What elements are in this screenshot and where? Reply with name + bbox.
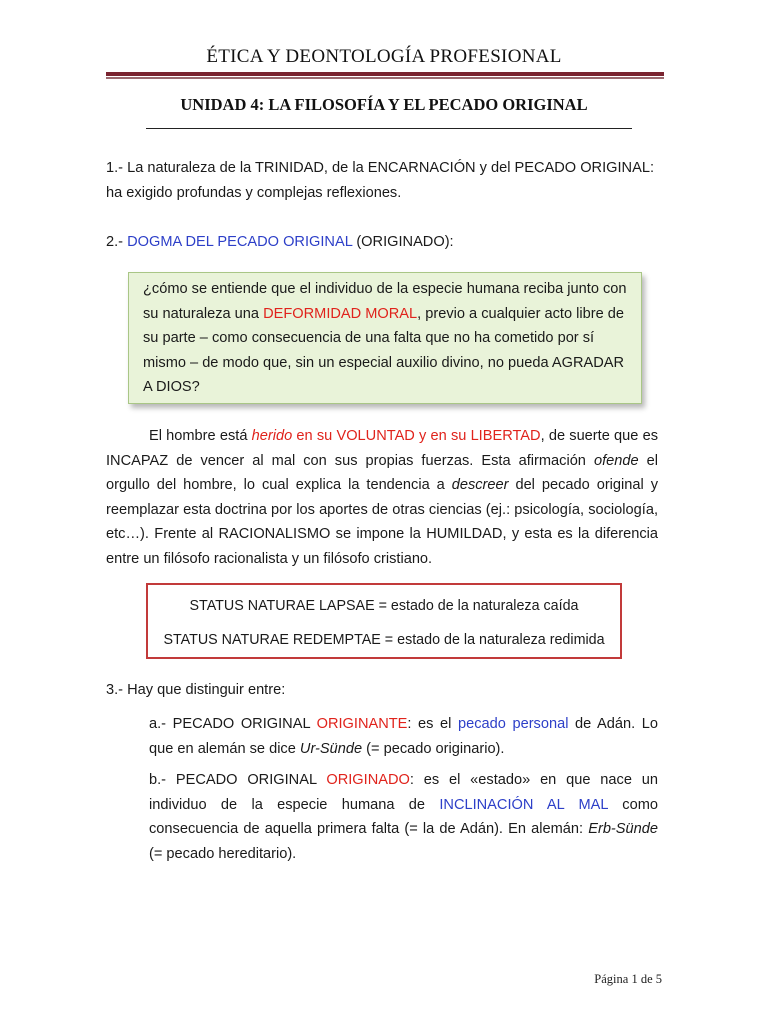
paragraph-hombre-text-4: del pecado original y reemplazar esta doctrina por los aportes de otras ciencias (ej.: psicología, sociología, etc…). Frente al RACIONALISMO se impone la HUMILDAD, y esta es la diferencia entre un filósofo racionalista y un filósofo cristiano. bbox=[106, 477, 659, 567]
deformidad-moral-term: DEFORMIDAD MORAL bbox=[263, 305, 418, 322]
section-2-paren: (ORIGINADO): bbox=[352, 234, 454, 250]
document-title: ÉTICA Y DEONTOLOGÍA PROFESIONAL bbox=[206, 46, 562, 67]
dogma-term: DOGMA DEL PECADO ORIGINAL bbox=[127, 234, 353, 250]
item-b-text-2: : es el «estado» en que nace un individuo de la especie humana de bbox=[149, 772, 659, 813]
paragraph-hombre bbox=[106, 424, 658, 571]
section-1 bbox=[106, 156, 658, 205]
quote-text-2: , previo a cualquier acto libre de su parte – como consecuencia de una falta que no ha cometido por sí mismo – de modo que, sin un especial auxilio divino, no pueda AGRADAR A DIOS? bbox=[143, 305, 625, 395]
unit-title: UNIDAD 4: LA FILOSOFÍA Y EL PECADO ORIGINAL bbox=[180, 95, 588, 114]
section-1-line-2: ha exigido profundas y complejas reflexiones. bbox=[106, 184, 402, 201]
item-b-text-4: (= pecado hereditario). bbox=[149, 845, 297, 862]
header-rule-secondary bbox=[106, 77, 664, 79]
pecado-personal-term: pecado personal bbox=[458, 716, 569, 732]
section-2-heading bbox=[106, 230, 658, 255]
quote-text-1: ¿cómo se entiende que el individuo de la especie humana reciba junto con su naturaleza una bbox=[143, 281, 627, 322]
paragraph-hombre-text-2: , de suerte que es INCAPAZ de vencer al mal con sus propias fuerzas. Esta afirmación bbox=[106, 428, 658, 469]
section-2-number: 2.- bbox=[106, 234, 128, 250]
page-number: Página 1 de 5 bbox=[594, 972, 662, 986]
paragraph-hombre-text-3: el orgullo del hombre, lo cual explica la tendencia a bbox=[106, 452, 658, 493]
item-b-text-1: b.- PECADO ORIGINAL bbox=[149, 772, 327, 788]
herido-term: herido bbox=[251, 428, 293, 444]
header-rule bbox=[106, 72, 664, 76]
item-b-originado bbox=[149, 768, 658, 866]
dogma-question-box bbox=[128, 272, 642, 404]
item-b-text-3: como consecuencia de aquella primera falta (= la de Adán). En alemán: bbox=[149, 796, 658, 837]
descreer-term: descreer bbox=[451, 477, 509, 493]
item-a-text-4: (= pecado originario). bbox=[362, 740, 505, 757]
voluntad-libertad-term: en su VOLUNTAD y en su LIBERTAD bbox=[292, 428, 541, 444]
ur-sunde-term: Ur-Sünde bbox=[299, 740, 363, 757]
ofende-term: ofende bbox=[593, 452, 639, 469]
item-a-originante bbox=[149, 712, 658, 761]
section-3-intro: 3.- Hay que distinguir entre: bbox=[106, 682, 286, 698]
unit-title-rule bbox=[146, 128, 632, 129]
status-redemptae: STATUS NATURAE REDEMPTAE = estado de la naturaleza redimida bbox=[163, 632, 605, 648]
item-a-text-3: de Adán. Lo que en alemán se dice bbox=[149, 716, 658, 757]
item-a-text-2: : es el bbox=[407, 716, 458, 732]
originante-term: ORIGINANTE bbox=[316, 716, 408, 732]
status-lapsae: STATUS NATURAE LAPSAE = estado de la naturaleza caída bbox=[189, 598, 579, 614]
paragraph-hombre-text-1: El hombre está bbox=[149, 428, 252, 444]
inclinacion-al-mal-term: INCLINACIÓN AL MAL bbox=[439, 796, 608, 813]
status-naturae-box bbox=[146, 583, 622, 659]
originado-term: ORIGINADO bbox=[326, 772, 410, 788]
erb-sunde-term: Erb-Sünde bbox=[588, 821, 658, 837]
section-1-line-1: 1.- La naturaleza de la TRINIDAD, de la ENCARNACIÓN y del PECADO ORIGINAL: bbox=[106, 160, 654, 176]
item-a-text-1: a.- PECADO ORIGINAL bbox=[149, 716, 317, 732]
